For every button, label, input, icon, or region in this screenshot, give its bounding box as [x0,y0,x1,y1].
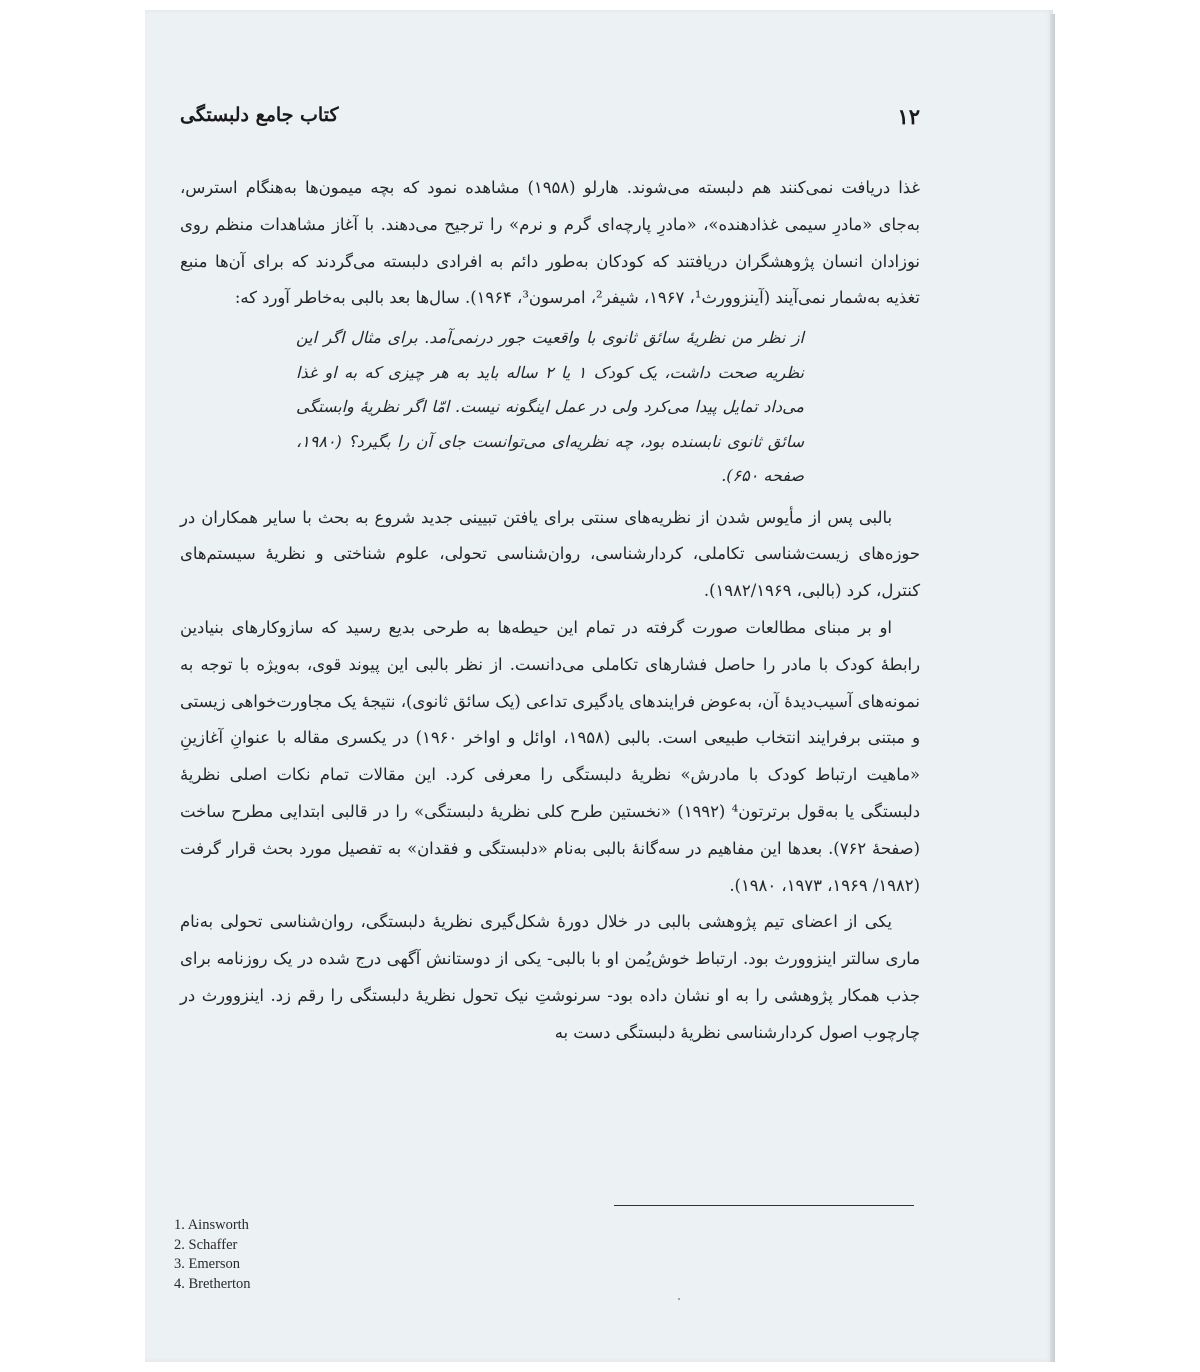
paragraph-1: غذا دریافت نمی‌کنند هم دلبسته می‌شوند. هارلو (۱۹۵۸) مشاهده نمود که بچه میمون‌ها به‌هنگام استرس، به‌جای «مادرِ سیمی غذادهنده»، «مادرِ پارچه‌ای گرم و نرم» را ترجیح می‌دهند. با آغاز مشاهدات منظم روی نوزادان انسان پژوهشگران دریافتند که کودکان به‌طور دائم به افرادی دلبسته می‌گردند که برای آن‌ها منبع تغذیه به‌شمار نمی‌آیند (آینزوورث¹، ۱۹۶۷، شیفر²، امرسون³، ۱۹۶۴). سال‌ها بعد بالبی به‌خاطر آورد که: [180,178,920,308]
body-text [180,170,920,1052]
footnote-number: 3 . [174,1256,189,1272]
footnotes [174,1216,474,1294]
footnote-3 [174,1255,474,1275]
footnote-text: Emerson [188,1256,241,1273]
footnote-number: 1 . [174,1217,188,1233]
footnote-divider [614,1205,914,1206]
footnote-1 [174,1216,474,1236]
block-quote: از نظر من نظریهٔ سائق ثانوی با واقعیت جور درنمی‌آمد. برای مثال اگر این نظریه صحت داشت، یک کودک ۱ یا ۲ ساله باید به هر چیزی که به او غذا می‌داد تمایل پیدا می‌کرد ولی در عمل اینگونه نیست. امّا اگر نظریهٔ وابستگی سائق ثانوی نابسنده بود، چه نظریه‌ای می‌توانست جای آن را بگیرد؟ (۱۹۸۰، صفحه ۶۵۰). [296,328,805,486]
page-number: ۱۲ [897,104,920,129]
footnote-2 [174,1236,474,1256]
paragraph-3: او بر مبنای مطالعات صورت گرفته در تمام این حیطه‌ها به طرحی بدیع رسید که سازوکارهای بنیادین رابطهٔ کودک با مادر را حاصل فشارهای تکاملی می‌دانست. از نظر بالبی این پیوند قوی، به‌ویژه با توجه به نمونه‌های آسیب‌دیدهٔ آن، به‌عوض فرایندهای یادگیری تداعی (یک سائق ثانوی)، نتیجهٔ یک مجاورت‌خواهی زیستی و مبتنی برفرایند انتخاب طبیعی است. بالبی (۱۹۵۸، اوائل و اواخر ۱۹۶۰) در یکسری مقاله با عنوانِ آغازینِ «ماهیت ارتباط کودک با مادرش» نظریهٔ دلبستگی را معرفی کرد. این مقالات تمام نکات اصلی نظریهٔ دلبستگی یا به‌قول برترتون⁴ (۱۹۹۲) «نخستین طرح کلی نظریهٔ دلبستگی» را در قالبی ابتدایی مطرح ساخت (صفحهٔ ۷۶۲). بعدها این مفاهیم در سه‌گانهٔ بالبی به‌نام «دلبستگی و فقدان» به تفصیل مورد بحث قرار گرفت (۱۹۸۲/ ۱۹۶۹، ۱۹۷۳، ۱۹۸۰). [180,618,920,895]
paper-speck [678,1298,680,1300]
page-edge [1050,14,1055,1362]
paragraph-4: یکی از اعضای تیم پژوهشی بالبی در خلال دورهٔ شکل‌گیری نظریهٔ دلبستگی، روان‌شناسی تحولی به‌نام ماری سالتر اینزوورث بود. ارتباط خوش‌یُمن او با بالبی- یکی از دوستانش آگهی درج شده در یک روزنامه برای جذب همکار پژوهشی را به او نشان داده بود- سرنوشتِ نیک تحول نظریهٔ دلبستگی را رقم زد. اینزوورث در چارچوب اصول کردارشناسی نظریهٔ دلبستگی دست به [180,912,920,1042]
paragraph-2: بالبی پس از مأیوس شدن از نظریه‌های سنتی برای یافتن تبیینی جدید شروع به بحث با سایر همکاران در حوزه‌های زیست‌شناسی تکاملی، کردارشناسی، روان‌شناسی تحولی، علوم شناختی و نظریهٔ سیستم‌های کنترل، کرد (بالبی، ۱۹۸۲/۱۹۶۹). [180,507,920,601]
footnote-number: 4 . [174,1276,189,1292]
footnote-text: Ainsworth [187,1217,249,1233]
footnote-text: Schaffer [188,1236,238,1253]
footnote-number: 2 . [174,1237,189,1253]
footnote-text: Bretherton [188,1275,251,1292]
running-title: کتاب جامع دلبستگی [180,104,339,126]
page-header [180,104,920,138]
footnote-4 [174,1275,474,1295]
